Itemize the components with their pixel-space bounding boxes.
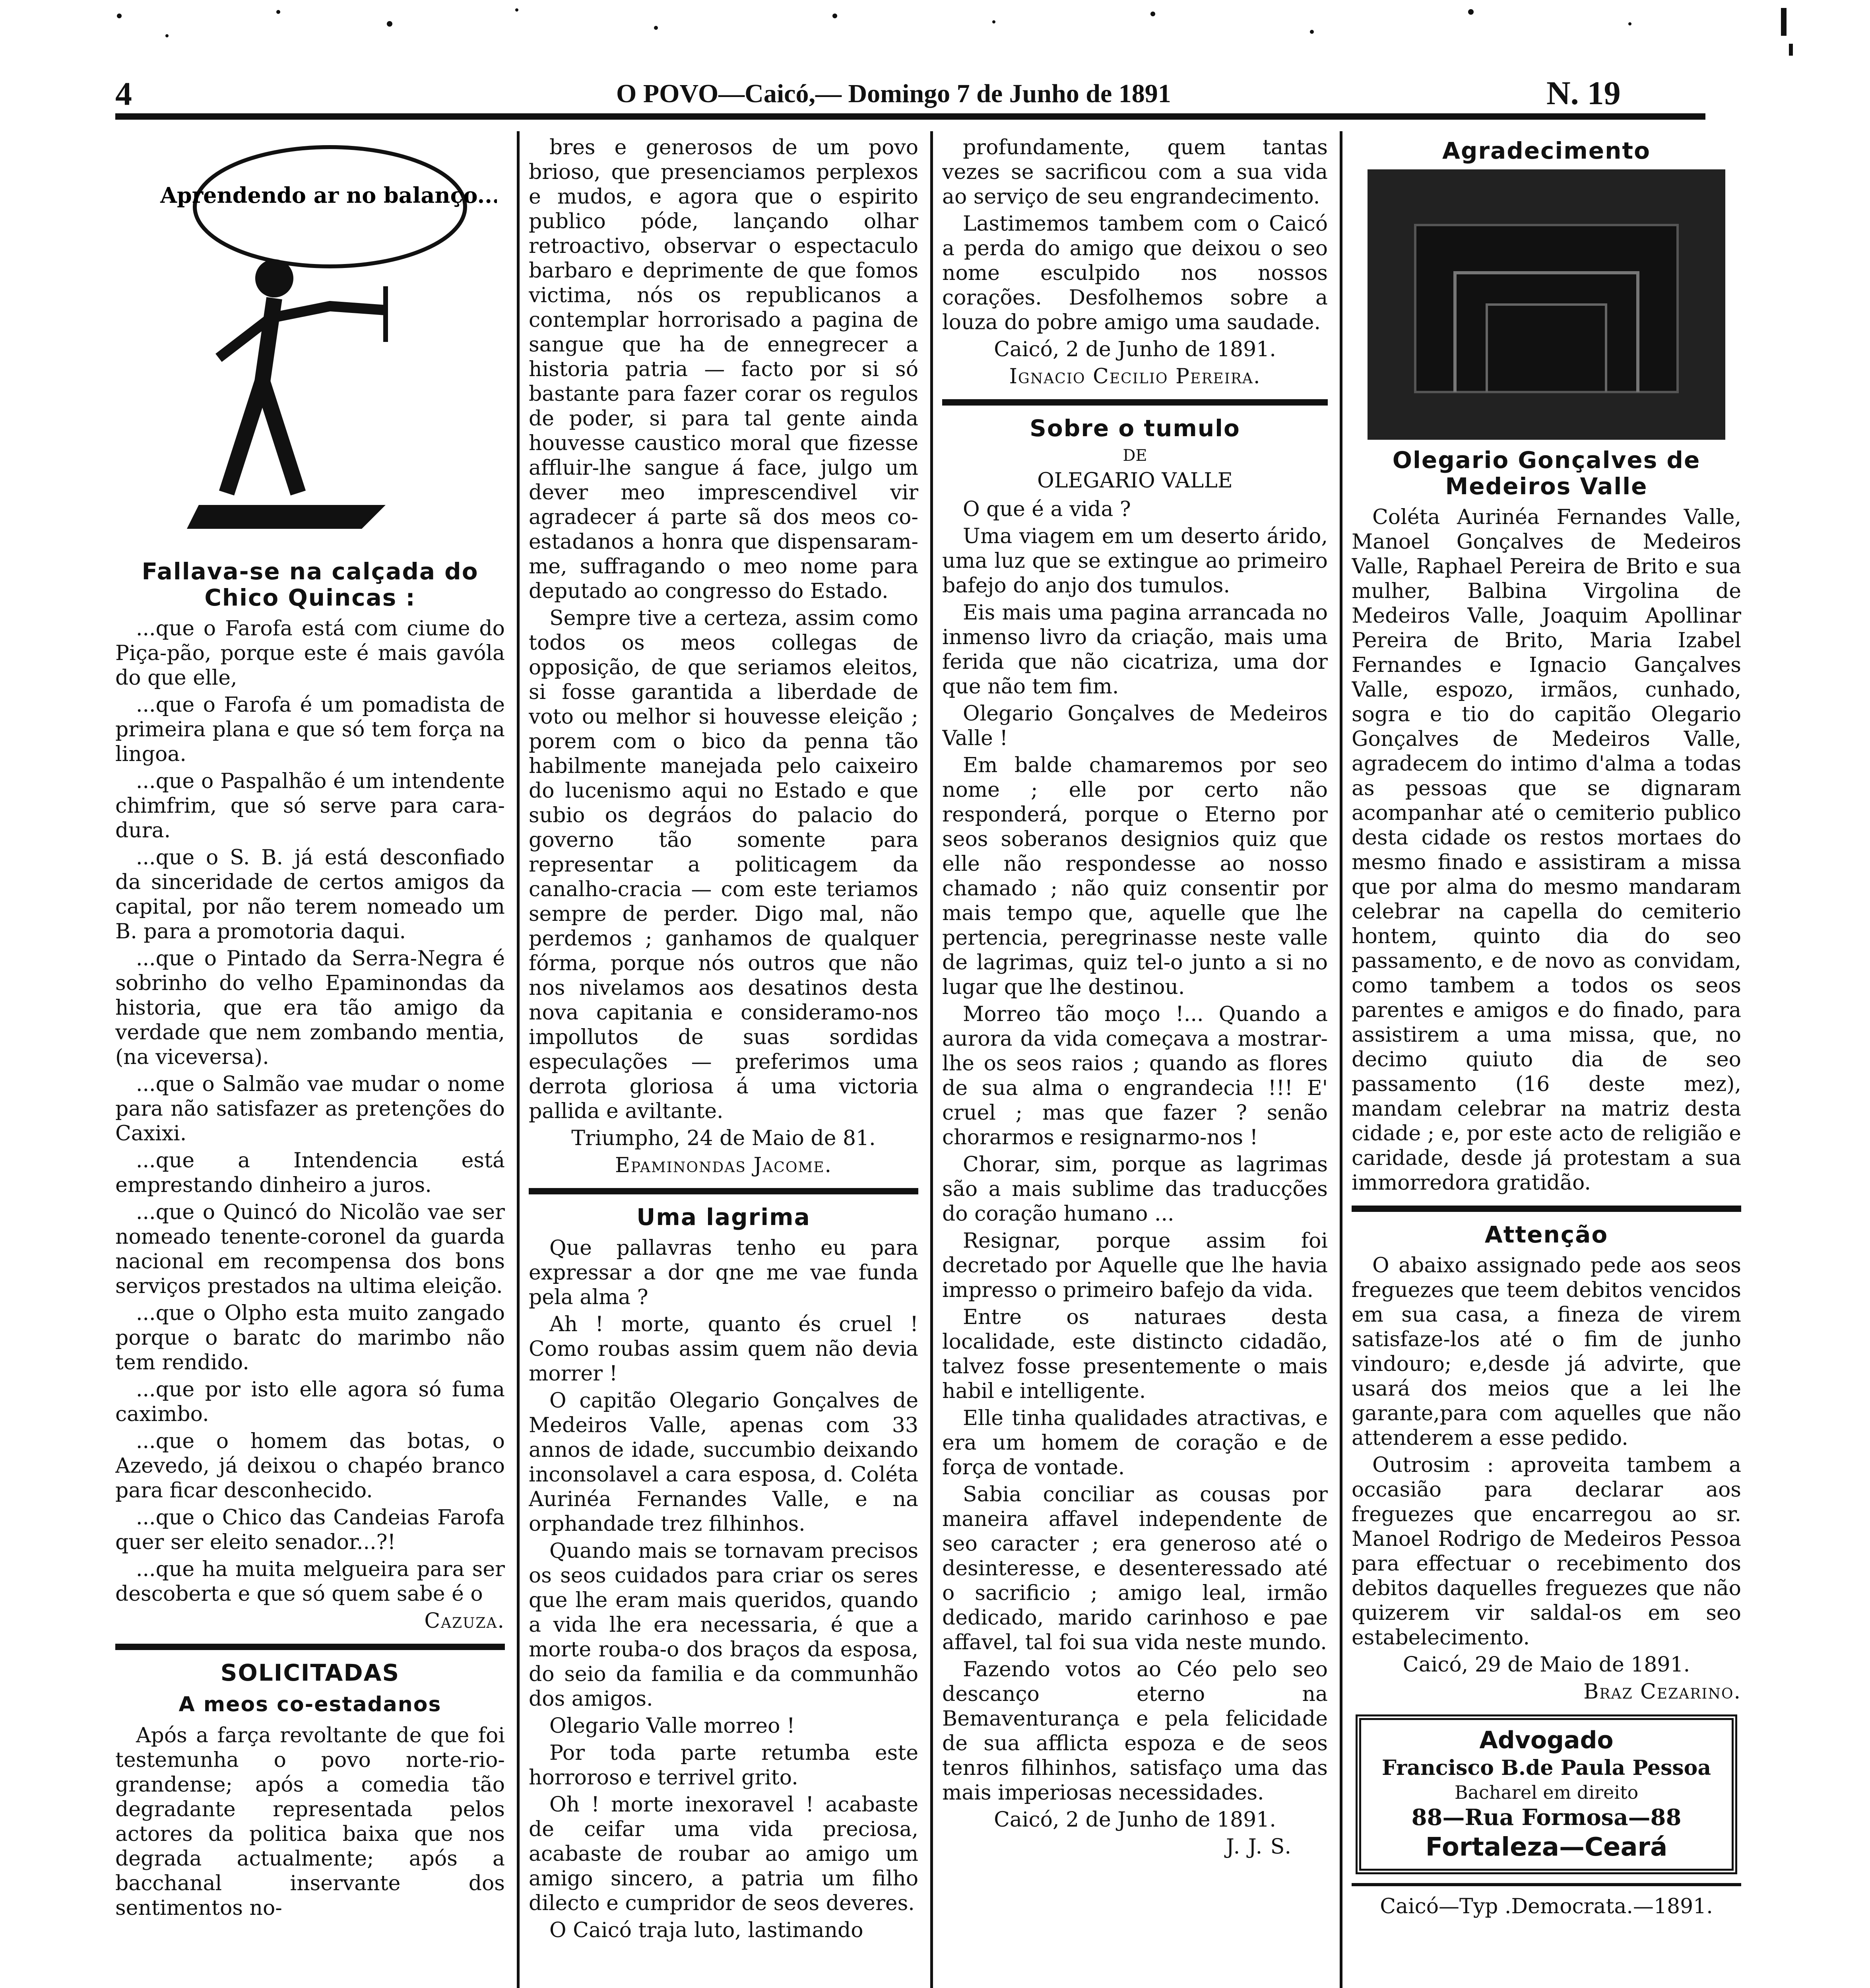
column-rule-2 [930, 131, 933, 1988]
gossip-signature: Cazuza. [424, 1609, 505, 1633]
lagrima-paragraph: Oh ! morte inexoravel ! acabaste de ceifar uma vida preciosa, acabaste de roubar ao amigo um amigo sincero, a patria um filho dilecto e cumpridor de seos deveres. [529, 1793, 918, 1915]
lagrima-paragraph: O Caicó traja luto, lastimando [549, 1918, 863, 1942]
tumulo-paragraph: Sabia conciliar as cousas por maneira affavel independente de seo caracter ; era generoso até o desinteresse, e desenteressado até o sacrificio ; amigo leal, irmão dedicado, marido carinhoso e pae affavel, tal foi sua vida neste mundo. [942, 1483, 1328, 1654]
tumulo-paragraph: O que é a vida ? [963, 497, 1131, 521]
cartoon-caption: Aprendendo ar no balanço... [160, 182, 497, 208]
tumulo-paragraph: Morreo tão moço !... Quando a aurora da vida começava a mostrar-lhe os seos raios ; quando as flores de sua alma o engrandecia !!! E' cruel ; mas que fazer ? senão chorarmos e resignarmo-nos ! [942, 1002, 1328, 1149]
lagrima-paragraph: Olegario Valle morreo ! [549, 1714, 795, 1738]
gossip-item: ...que o Quincó do Nicolão vae ser nomeado tenente-coronel da guarda nacional em recompensa dos bons serviços prestados na ultima eleição. [115, 1200, 505, 1298]
letter-signature: Epaminondas Jacome. [615, 1153, 832, 1177]
lament-paragraph: profundamente, quem tantas vezes se sacrificou com a sua vida ao serviço de seu engrandecimento. [942, 136, 1328, 209]
cartoon-drawing [139, 135, 497, 549]
tumulo-paragraph: Entre os naturaes desta localidade, este distincto cidadão, talvez fosse presentemente o mais habil e intelligente. [942, 1305, 1328, 1403]
column-4 [1352, 135, 1741, 1988]
lament-date: Caicó, 2 de Junho de 1891. [994, 338, 1276, 361]
gossip-item: ...que por isto elle agora só fuma caximbo. [115, 1378, 505, 1426]
letter-paragraph: bres e generosos de um povo brioso, que presenciamos perplexos e mudos, e agora que o espirito publico póde, lançando olhar retroactivo, observar o espectaculo barbaro e deprimente de que fomos victima, nós os republicanos a contemplar horrorisado a pagina de sangue que ha de ennegrecer a historia patria — facto por si só bastante para fazer corar os regulos de poder, si para tal gente ainda houvesse caustico moral que fizesse affluir-lhe sangue á face, julgo um dever meo imprescendivel vir agradecer á parte sã dos meos co-estadanos a honra que dispensaram-me, suffragando o meo nome para deputado ao congresso do Estado. [529, 136, 918, 603]
ad-city: Fortaleza—Ceará [1425, 1833, 1668, 1862]
ad-title: Advogado [1479, 1726, 1614, 1754]
tumulo-paragraph: Elle tinha qualidades atractivas, e era um homem de coração e de força de vontade. [942, 1406, 1328, 1479]
gossip-item: ...que ha muita melgueira para ser descoberta e que só quem sabe é o [115, 1557, 505, 1606]
printer-footer: Caicó—Typ .Democrata.—1891. [1380, 1895, 1713, 1918]
column-1 [115, 135, 505, 1988]
letter-date: Triumpho, 24 de Maio de 81. [571, 1126, 876, 1150]
ad-degree: Bacharel em direito [1454, 1782, 1639, 1803]
tumulo-heading: Sobre o tumulo [1030, 415, 1240, 442]
column-3 [942, 135, 1328, 1988]
section-rule [942, 399, 1328, 406]
lagrima-paragraphs [529, 1236, 918, 1943]
attencao-signature: Braz Cezarino. [1583, 1680, 1741, 1704]
letter-paragraph: Sempre tive a certeza, assim como todos os meos collegas de opposição, de que seriamos eleitos, si fosse garantida a liberdade de voto ou melhor si houvesse eleição ; porem com o bico da penna tão habilmente manejada pelo caixeiro do lucenismo aqui no Estado e que subio os degráos do palacio do governo tão somente para representar a politicagem da canalho-cracia — com este teriamos sempre de perder. Digo mal, não perdemos ; ganhamos de qualquer fórma, porque nós outros que não nos nivelamos aos desatinos desta nova capitania e consideramo-nos impollutos de suas sordidas especulações — preferimos uma derrota gloriosa á uma victoria pallida e aviltante. [529, 606, 918, 1123]
section-rule [1352, 1206, 1741, 1212]
masthead-line: O POVO—Caicó,— Domingo 7 de Junho de 1891 [616, 79, 1171, 108]
tumulo-name: OLEGARIO VALLE [1037, 469, 1233, 493]
attencao-heading: Attenção [1484, 1221, 1608, 1248]
tumulo-paragraph: Eis mais uma pagina arrancada no inmenso livro da criação, mais uma ferida que não cicatriza, uma dor que não tem fim. [942, 601, 1328, 699]
ad-name: Francisco B.de Paula Pessoa [1381, 1756, 1711, 1780]
portrait-drawing [1368, 169, 1725, 440]
header-rule [115, 113, 1705, 120]
gossip-item: ...que o S. B. já está desconfiado da sinceridade de certos amigos da capital, por não terem nomeado um B. para a promotoria daqui. [115, 846, 505, 944]
tumulo-date: Caicó, 2 de Junho de 1891. [994, 1808, 1276, 1832]
ad-address: 88—Rua Formosa—88 [1411, 1804, 1682, 1831]
column-rule-3 [1340, 131, 1342, 1988]
column-rule-1 [517, 131, 520, 1988]
portrait-image [1368, 169, 1725, 440]
tumulo-paragraph: Uma viagem em um deserto árido, uma luz que se extingue ao primeiro bafejo do anjo dos tumulos. [942, 524, 1328, 598]
issue-number: N. 19 [1546, 75, 1621, 112]
letter-paragraphs [529, 135, 918, 1124]
tumulo-paragraph: Fazendo votos ao Céo pelo seo descanço eterno na Bemaventurança e pela felicidade de sua afflicta espoza e de seos tenros filhinhos, satisfaço uma das mais imperiosas necessidades. [942, 1658, 1328, 1805]
attencao-paragraph: O abaixo assignado pede aos seos freguezes que teem debitos vencidos em sua casa, a fineza de virem satisfaze-los até o fim de junho vindouro; e,desde já advirte, que usará dos meios que a lei lhe garante,para com aquelles que não attenderem a esse pedido. [1352, 1254, 1741, 1450]
lament-paragraph: Lastimemos tambem com o Caicó a perda do amigo que deixou o seo nome esculpido nos nossos corações. Desfolhemos sobre a louza do pobre amigo uma saudade. [942, 212, 1328, 334]
lagrima-paragraph: O capitão Olegario Gonçalves de Medeiros Valle, apenas com 33 annos de idade, succumbio deixando inconsolavel a cara esposa, d. Coléta Aurinéa Fernandes Valle, e na orphandade trez filhinhos. [529, 1389, 918, 1536]
thanks-heading: Agradecimento [1442, 137, 1651, 164]
gossip-item: ...que o homem das botas, o Azevedo, já deixou o chapéo branco para ficar desconhecido. [115, 1429, 505, 1503]
gossip-heading: Fallava-se na calçada do Chico Quincas : [142, 558, 479, 611]
tumulo-paragraph: Olegario Gonçalves de Medeiros Valle ! [942, 702, 1328, 750]
lagrima-paragraph: Que pallavras tenho eu para expressar a dor qne me vae funda pela alma ? [529, 1236, 918, 1309]
tumulo-sub-de: DE [1123, 447, 1147, 465]
section-rule [115, 1644, 505, 1650]
thanks-paragraph: Coléta Aurinéa Fernandes Valle, Manoel Gonçalves de Medeiros Valle, Raphael Pereira de Brito e sua mulher, Balbina Virgolina de Medeiros Valle, Joaquim Apollinar Pereira de Brito, Maria Izabel Fernandes e Ignacio Gançalves Valle, espozo, irmãos, cunhado, sogra e tio do capitão Olegario Gonçalves de Medeiros Valle, agradecem do intimo d'alma a todas as pessoas que se dignaram acompanhar até o cemiterio publico desta cidade os restos mortaes do mesmo finado e assistiram a missa que por alma do mesmo mandaram celebrar na capella do cemiterio hontem, quinto dia do seo passamento, e de novo as convidam, como tambem a todos os seos parentes e amigos e do finado, para assistirem a uma missa, que, no decimo quiuto dia de seo passamento (16 deste mez), mandam celebrar na matriz desta cidade ; e, por este acto de religião e caridade, desde já protestam a sua immorredora gratidão. [1352, 505, 1741, 1195]
gossip-item: ...que o Paspalhão é um intendente chimfrim, que só serve para cara-dura. [115, 769, 505, 843]
section-rule [529, 1188, 918, 1194]
gossip-item: ...que o Farofa é um pomadista de primeira plana e que só tem força na lingoa. [115, 693, 505, 766]
gossip-item: ...que a Intendencia está emprestando dinheiro a juros. [115, 1149, 505, 1197]
lagrima-heading: Uma lagrima [636, 1204, 811, 1231]
tumulo-paragraph: Chorar, sim, porque as lagrimas são a mais sublime das traducções do coração humano ... [942, 1153, 1328, 1226]
cartoon-illustration [139, 135, 505, 549]
footer-rule [1352, 1883, 1741, 1886]
solicitadas-heading: SOLICITADAS [220, 1659, 400, 1686]
attencao-paragraphs [1352, 1253, 1741, 1650]
gossip-item: ...que o Olpho esta muito zangado porque o baratc do marimbo não tem rendido. [115, 1301, 505, 1375]
attencao-paragraph: Outrosim : aproveita tambem a occasião para declarar aos freguezes que encarregou ao sr. Manoel Rodrigo de Medeiros Pessoa para effectuar o recebimento dos debitos daquelles freguezes que não quizerem vir saldal-os em seo estabelecimento. [1352, 1453, 1741, 1650]
solicitadas-subheading: A meos co-estadanos [178, 1693, 442, 1716]
gossip-item: ...que o Salmão vae mudar o nome para não satisfazer as pretenções do Caxixi. [115, 1072, 505, 1145]
gossip-item: ...que o Pintado da Serra-Negra é sobrinho do velho Epaminondas da historia, que era tão amigo da verdade que nem zombando mentia, (na viceversa). [115, 947, 505, 1069]
portrait-caption: Olegario Gonçalves de Medeiros Valle [1392, 447, 1701, 500]
lament-signature: Ignacio Cecilio Pereira. [1009, 365, 1261, 388]
gossip-item: ...que o Farofa está com ciume do Piça-pão, porque este é mais gavóla do que elle, [115, 617, 505, 690]
thanks-paragraphs [1352, 505, 1741, 1195]
solicitadas-text: Após a farça revoltante de que foi testemunha o povo norte-rio-grandense; após a comedia tão degradante representada pelos actores da politica baixa que nos degrada actualmente; após a bacchanal inservante dos sentimentos no- [115, 1724, 505, 1920]
lawyer-advertisement [1356, 1714, 1737, 1874]
page-header [115, 68, 1705, 111]
tumulo-paragraph: Resignar, porque assim foi decretado por Aquelle que lhe havia impresso o primeiro bafejo da vida. [942, 1229, 1328, 1302]
tumulo-paragraphs [942, 497, 1328, 1805]
attencao-date: Caicó, 29 de Maio de 1891. [1402, 1653, 1690, 1677]
tumulo-signature: J. J. S. [1226, 1835, 1292, 1859]
lagrima-paragraph: Por toda parte retumba este horroroso e terrivel grito. [529, 1741, 918, 1790]
gossip-item: ...que o Chico das Candeias Farofa quer ser eleito senador...?! [115, 1506, 505, 1554]
tumulo-paragraph: Em balde chamaremos por seo nome ; elle por certo não responderá, porque o Eterno por seos soberanos designios quiz que elle não respondesse ao nosso chamado ; não quiz consentir por mais tempo que, aquelle que lhe pertencia, peregrinasse neste valle de lagrimas, quiz tel-o junto a si no lugar que lhe destinou. [942, 753, 1328, 999]
gossip-items [115, 616, 505, 1606]
lagrima-paragraph: Ah ! morte, quanto és cruel ! Como roubas assim quem não devia morrer ! [529, 1312, 918, 1386]
column-2 [529, 135, 918, 1988]
page-number: 4 [115, 76, 132, 113]
lament-paragraphs [942, 135, 1328, 335]
lagrima-paragraph: Quando mais se tornavam precisos os seos cuidados para criar os seres que lhe eram mais queridos, quando a vida lhe era necessaria, é que a morte rouba-o dos braços da esposa, do seio da familia e da communhão dos amigos. [529, 1539, 918, 1711]
